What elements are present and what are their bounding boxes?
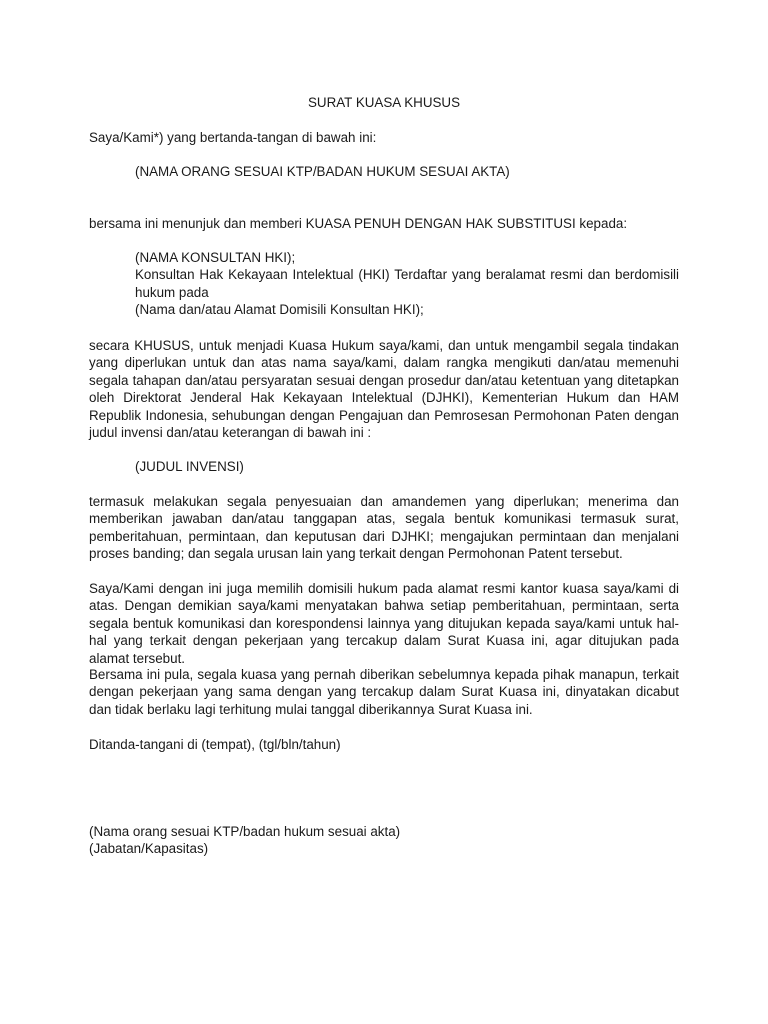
revocation-paragraph: Bersama ini pula, segala kuasa yang pernah diberikan sebelumnya kepada pihak manapun, terkait dengan pekerjaan yang sama dengan yang tercakup dalam Surat Kuasa ini, dinyatakan dicabut dan tidak berlaku lagi terhitung mulai tanggal diberikannya Surat Kuasa ini.	[89, 667, 679, 717]
signatory-name: (Nama orang sesuai KTP/badan hukum sesuai akta)	[89, 824, 401, 839]
signing-place-date: Ditanda-tangani di (tempat), (tgl/bln/tahun)	[89, 737, 341, 752]
scope-paragraph: secara KHUSUS, untuk menjadi Kuasa Hukum saya/kami, dan untuk mengambil segala tindakan yang diperlukan untuk dan atas nama saya/kami, dalam rangka mengikuti dan/atau memenuhi segala tahapan dan/atau persyaratan sesuai dengan prosedur dan/atau ketentuan yang ditetapkan oleh Direktorat Jenderal Hak Kekayaan Intelektual (DJHKI), Kementerian Hukum dan HAM Republik Indonesia, sehubungan dengan Pengajuan dan Pemrosesan Permohonan Paten dengan judul invensi dan/atau keterangan di bawah ini :	[89, 338, 679, 441]
grantor-placeholder: (NAMA ORANG SESUAI KTP/BADAN HUKUM SESUAI AKTA)	[135, 164, 510, 179]
appointment-text: bersama ini menunjuk dan memberi KUASA PENUH DENGAN HAK SUBSTITUSI kepada:	[89, 216, 628, 231]
invention-title-placeholder: (JUDUL INVENSI)	[135, 459, 244, 474]
intro-text: Saya/Kami*) yang bertanda-tangan di bawah ini:	[89, 130, 377, 145]
document-title: SURAT KUASA KHUSUS	[307, 95, 461, 110]
consultant-name-placeholder: (NAMA KONSULTAN HKI);	[135, 250, 296, 265]
consultant-registration: Konsultan Hak Kekayaan Intelektual (HKI) Terdaftar yang beralamat resmi dan berdomisili hukum pada	[135, 267, 679, 300]
consultant-address-placeholder: (Nama dan/atau Alamat Domisili Konsultan HKI);	[135, 302, 424, 318]
domicile-paragraph: Saya/Kami dengan ini juga memilih domisili hukum pada alamat resmi kantor kuasa saya/kami di atas. Dengan demikian saya/kami menyatakan bahwa setiap pemberitahuan, permintaan, serta segala bentuk komunikasi dan korespondensi lainnya yang ditujukan kepada saya/kami untuk hal-hal yang terkait dengan pekerjaan yang tercakup dalam Surat Kuasa ini, agar ditujukan pada alamat tersebut.	[89, 581, 679, 666]
signatory-position: (Jabatan/Kapasitas)	[89, 841, 209, 857]
consultant-block	[135, 249, 679, 319]
actions-paragraph: termasuk melakukan segala penyesuaian dan amandemen yang diperlukan; menerima dan memberikan jawaban dan/atau tanggapan atas, segala bentuk komunikasi termasuk surat, pemberitahuan, permintaan, dan keputusan dari DJHKI; mengajukan permintaan dan menjalani proses banding; dan segala urusan lain yang terkait dengan Permohonan Patent tersebut.	[89, 494, 679, 562]
signatory-block	[89, 823, 679, 858]
